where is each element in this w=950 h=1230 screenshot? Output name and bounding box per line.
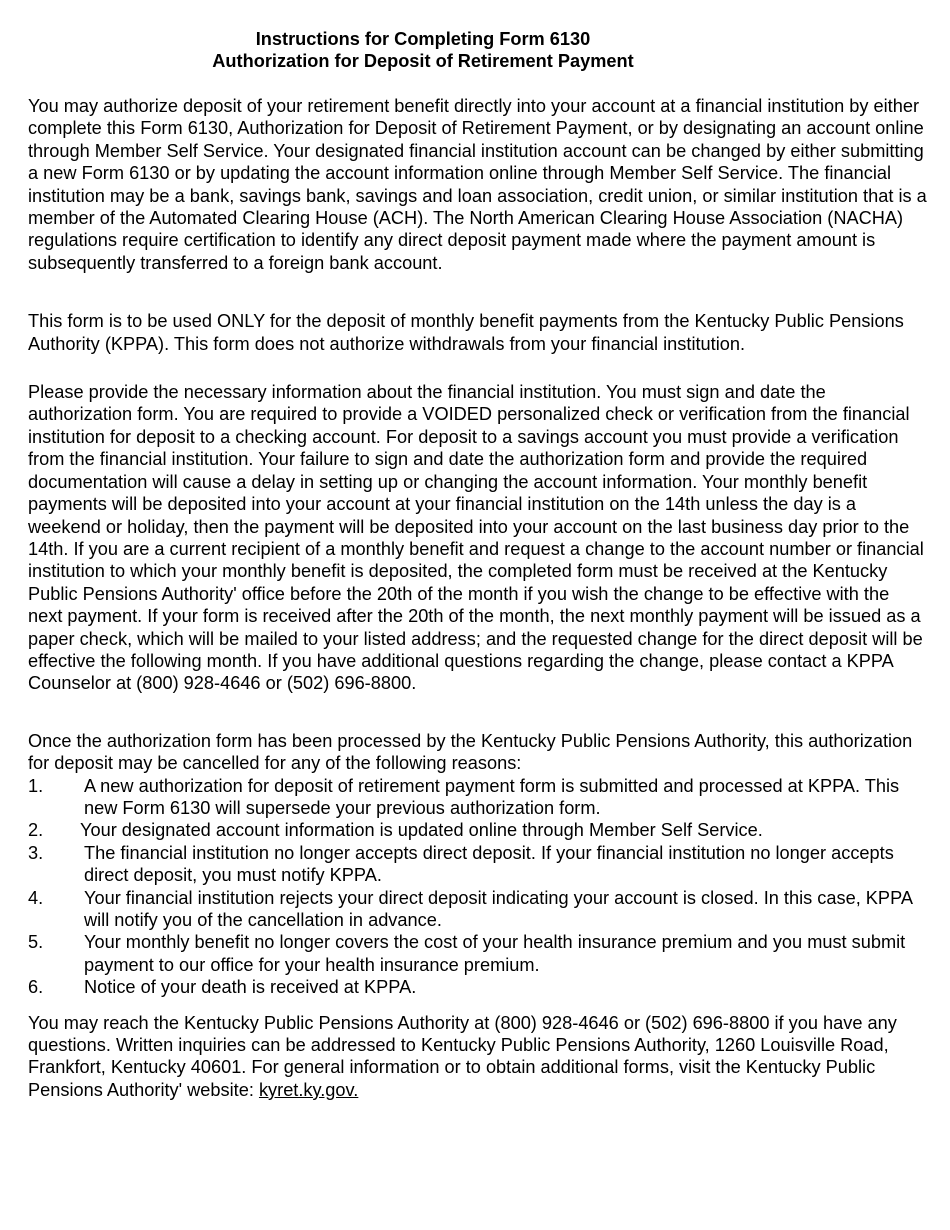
cancellation-reasons-list	[28, 775, 928, 999]
list-item-number: 5.	[28, 932, 44, 953]
list-item-number: 4.	[28, 887, 44, 908]
list-item-text: Notice of your death is received at KPPA.	[84, 977, 417, 998]
list-item	[28, 887, 928, 932]
list-item-number: 1.	[28, 775, 44, 796]
list-item	[28, 819, 928, 841]
document-page	[28, 28, 928, 1101]
list-item-text: The financial institution no longer accepts direct deposit. If your financial institution no longer accepts direct deposit, you must notify KPPA.	[84, 842, 894, 886]
instructions-paragraph: Please provide the necessary information about the financial institution. You must sign and date the authorization form. You are required to provide a VOIDED personalized check or verification from the financial institution for deposit to a checking account. For deposit to a savings account you must provide a verification from the financial institution. Your failure to sign and date the authorization form and provide the required documentation will cause a delay in setting up or changing the account information. Your monthly benefit payments will be deposited into your account at your financial institution on the 14th unless the day is a weekend or holiday, then the payment will be deposited into your account on the last business day prior to the 14th. If you are a current recipient of a monthly benefit and request a change to the account number or financial institution to which your monthly benefit is deposited, the completed form must be received at the Kentucky Public Pensions Authority' office before the 20th of the month if you wish the change to be effective with the next payment. If your form is received after the 20th of the month, the next monthly payment will be issued as a paper check, which will be mailed to your listed address; and the requested change for the direct deposit will be effective the following month. If you have additional questions regarding the change, please contact a KPPA Counselor at (800) 928-4646 or (502) 696-8800.	[28, 382, 924, 694]
usage-paragraph: This form is to be used ONLY for the deposit of monthly benefit payments from the Kentucky Public Pensions Authority (KPPA). This form does not authorize withdrawals from your financial institution.	[28, 311, 904, 354]
list-item-number: 6.	[28, 977, 44, 998]
intro-paragraph: You may authorize deposit of your retirement benefit directly into your account at a financial institution by either complete this Form 6130, Authorization for Deposit of Retirement Payment, or by designating an account online through Member Self Service. Your designated financial institution account can be changed by either submitting a new Form 6130 or by updating the account information online through Member Self Service. The financial institution may be a bank, savings bank, savings and loan association, credit union, or similar institution that is a member of the Automated Clearing House (ACH). The North American Clearing House Association (NACHA) regulations require certification to identify any direct deposit payment made where the payment amount is subsequently transferred to a foreign bank account.	[28, 96, 927, 273]
list-item-number: 2.	[28, 820, 44, 841]
list-item	[28, 842, 928, 887]
document-title	[28, 28, 818, 72]
cancellation-intro-paragraph: Once the authorization form has been processed by the Kentucky Public Pensions Authority, this authorization for deposit may be cancelled for any of the following reasons:	[28, 730, 913, 774]
contact-paragraph	[28, 1012, 928, 1102]
list-item-text: Your financial institution rejects your direct deposit indicating your account is closed. In this case, KPPA will notify you of the cancellation in advance.	[84, 887, 912, 930]
list-item-text: A new authorization for deposit of retirement payment form is submitted and processed at KPPA. This new Form 6130 will supersede your previous authorization form.	[84, 775, 900, 818]
title-line-2: Authorization for Deposit of Retirement Payment	[212, 51, 634, 71]
list-item	[28, 931, 928, 976]
list-item-text: Your designated account information is updated online through Member Self Service.	[80, 820, 763, 841]
list-item	[28, 775, 928, 820]
list-item	[28, 976, 928, 998]
title-line-1: Instructions for Completing Form 6130	[255, 29, 591, 49]
website-link[interactable]: kyret.ky.gov.	[258, 1079, 359, 1100]
contact-text: You may reach the Kentucky Public Pensions Authority at (800) 928-4646 or (502) 696-8800 if you have any questions. Written inquiries can be addressed to Kentucky Public Pensions Authority, 1260 Louisville Road, Frankfort, Kentucky 40601. For general information or to obtain additional forms, visit the Kentucky Public Pensions Authority' website:	[28, 1012, 897, 1100]
list-item-text: Your monthly benefit no longer covers the cost of your health insurance premium and you must submit payment to our office for your health insurance premium.	[84, 932, 906, 975]
list-item-number: 3.	[28, 842, 44, 863]
